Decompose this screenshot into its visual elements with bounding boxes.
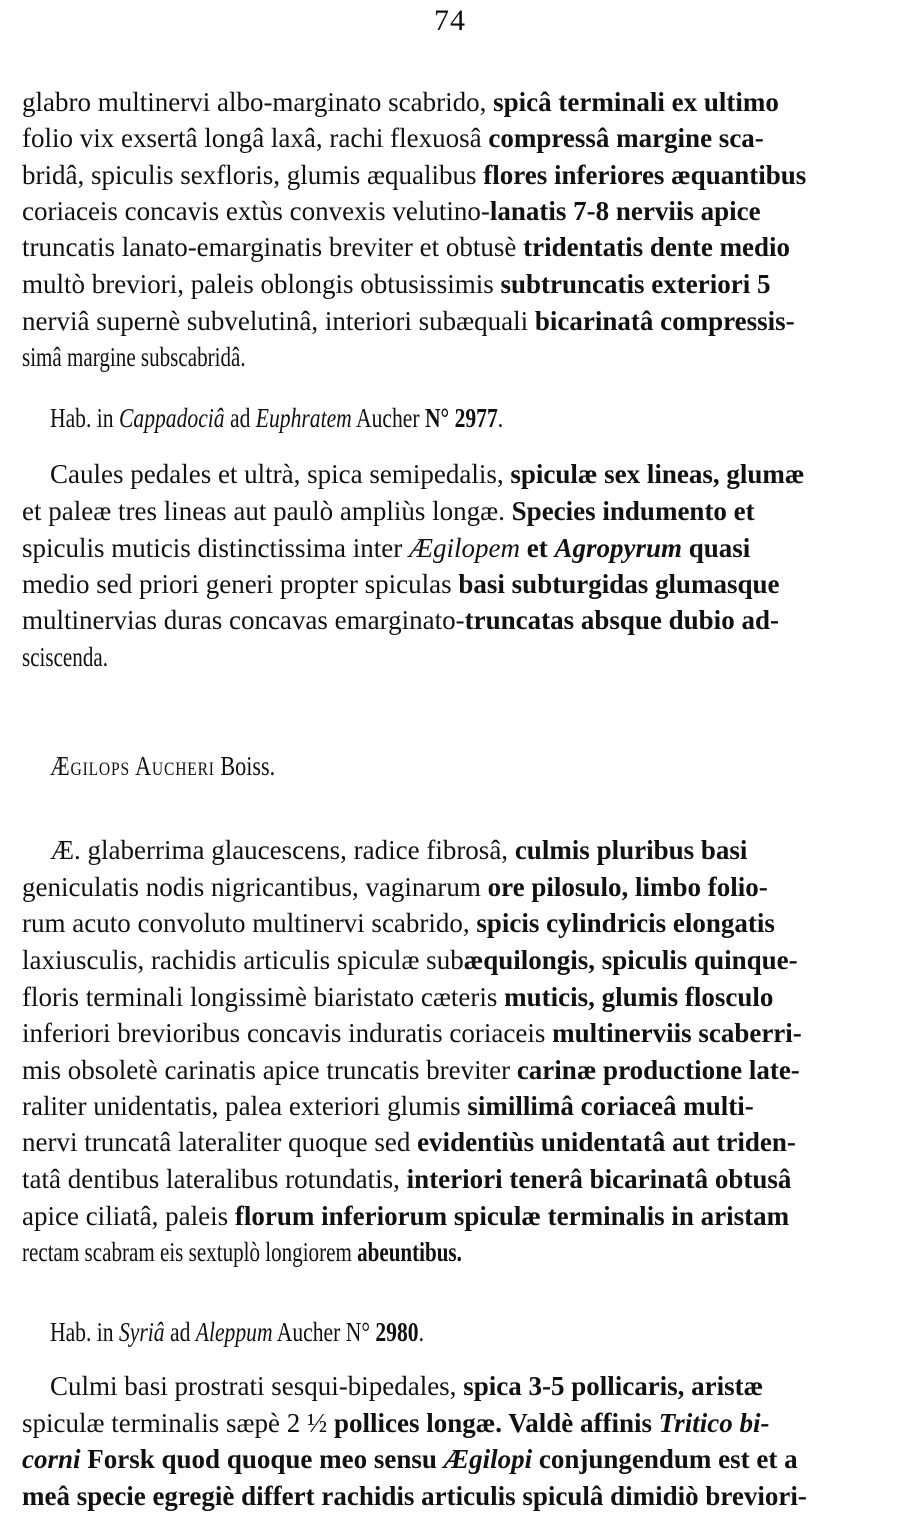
description-2-line [50, 832, 747, 868]
text-run: 2980 [375, 1317, 419, 1347]
text-run: abeuntibus. [357, 1237, 462, 1267]
text-run: ad [164, 1317, 196, 1347]
text-run: rum acuto convoluto multinervi scabrido, [22, 908, 477, 938]
text-run: basi subturgidas glumasque [458, 569, 780, 599]
text-run: subtruncatis exteriori 5 [500, 269, 771, 299]
text-run: lanatis 7-8 nerviis apice [489, 196, 761, 226]
description-2-line [22, 1088, 754, 1124]
description-2-line [22, 869, 768, 905]
text-run: floris terminali longissimè biaristato cæteris [22, 982, 505, 1012]
text-run: Caules pedales et ultrà, spica semipedalis, [50, 459, 511, 489]
habitat-2-line [50, 1314, 424, 1350]
description-2-line [22, 1198, 789, 1234]
text-run: Ægilopi [443, 1444, 533, 1474]
text-run: truncatis lanato-emarginatis breviter et obtusè [22, 232, 524, 262]
notes-1-line [22, 493, 755, 529]
text-run: flores inferiores æquantibus [483, 160, 807, 190]
description-continued-line [22, 157, 806, 193]
notes-1-line [50, 456, 804, 492]
text-run: Tritico bi- [658, 1408, 770, 1438]
text-run: geniculatis nodis nigricantibus, vaginarum [22, 872, 488, 902]
description-continued-line [22, 339, 246, 375]
text-run: Cappadociâ [118, 403, 225, 433]
text-run: multinervias duras concavas emarginato- [22, 605, 465, 635]
text-run: et [519, 533, 555, 563]
text-run: Æ. glaberrima glaucescens, radice fibrosâ, [50, 835, 515, 865]
notes-1-line [22, 602, 779, 638]
description-continued-line [22, 229, 790, 265]
text-run: Aucher [351, 403, 425, 433]
description-continued-line [22, 266, 770, 302]
text-run: Syriâ [118, 1317, 165, 1347]
notes-2-line [50, 1368, 763, 1404]
text-run: simillimâ coriaceâ multi- [467, 1091, 754, 1121]
species-heading-line [50, 748, 275, 784]
description-continued-line [22, 84, 779, 120]
text-run: inferiori brevioribus concavis induratis coriaceis [22, 1018, 553, 1048]
text-run: quasi [682, 533, 751, 563]
text-run: Ægilops Aucheri [50, 751, 215, 781]
notes-1-line [22, 530, 750, 566]
notes-2-line [22, 1441, 798, 1477]
text-run: Euphratem [255, 403, 352, 433]
text-run: bicarinatâ compressis- [534, 306, 795, 336]
description-2-line [22, 1234, 462, 1270]
text-run: glabro multinervi albo-marginato scabrido, [22, 87, 494, 117]
notes-2-line [22, 1405, 770, 1441]
description-continued-line [22, 303, 795, 339]
text-run: medio sed priori generi propter spiculas [22, 569, 459, 599]
text-run: culmis pluribus basi [514, 835, 748, 865]
text-run: spiculæ terminalis sæpè 2 ½ [22, 1408, 334, 1438]
text-run: ad [224, 403, 256, 433]
text-run: Species indumento et [511, 496, 755, 526]
text-run: spicâ terminali ex ultimo [493, 87, 779, 117]
text-run: raliter unidentatis, palea exteriori glumis [22, 1091, 468, 1121]
text-run: muticis, glumis flosculo [504, 982, 774, 1012]
habitat-1-line [50, 400, 503, 436]
text-run: pollices longæ. Valdè affinis [333, 1408, 659, 1438]
text-run: N° 2977 [424, 403, 498, 433]
text-run: Ægilopem [408, 533, 520, 563]
text-run: coriaceis concavis extùs convexis velutino- [22, 196, 490, 226]
text-run: truncatas absque dubio ad- [464, 605, 779, 635]
text-run: apice ciliatâ, paleis [22, 1201, 235, 1231]
text-run: folio vix exsertâ longâ laxâ, rachi flexuosâ [22, 123, 489, 153]
text-run: multinerviis scaberri- [552, 1018, 802, 1048]
notes-1-line [22, 566, 780, 602]
text-run: Hab. in [50, 1317, 119, 1347]
text-run: spiculis muticis distinctissima inter [22, 533, 409, 563]
description-2-line [22, 1052, 800, 1088]
text-run: multò breviori, paleis oblongis obtusissimis [22, 269, 501, 299]
text-run: evidentiùs unidentatâ aut triden- [417, 1127, 796, 1157]
text-run: laxiusculis, rachidis articulis spiculæ sub [22, 945, 464, 975]
text-run: Hab. in [50, 403, 119, 433]
description-2-line [22, 942, 798, 978]
text-run: simâ margine subscabridâ. [22, 342, 246, 372]
text-run: spica 3-5 pollicaris, aristæ [463, 1371, 764, 1401]
text-run: interiori tenerâ bicarinatâ obtusâ [406, 1164, 792, 1194]
text-run: bridâ, spiculis sexfloris, glumis æqualibus [22, 160, 484, 190]
text-run: Culmi basi prostrati sesqui-bipedales, [50, 1371, 464, 1401]
description-2-line [22, 1015, 802, 1051]
text-run: mis obsoletè carinatis apice truncatis breviter [22, 1055, 517, 1085]
text-run: spiculæ sex lineas, glumæ [510, 459, 805, 489]
description-continued-line [22, 193, 761, 229]
text-run: corni [22, 1444, 81, 1474]
text-run: sciscenda. [22, 642, 108, 672]
text-run: conjungendum est et a [532, 1444, 798, 1474]
text-run: Aleppum [195, 1317, 273, 1347]
description-2-line [22, 905, 775, 941]
notes-2-line [22, 1478, 807, 1514]
text-run: ore pilosulo, limbo folio- [487, 872, 768, 902]
text-run: æquilongis, spiculis quinque- [463, 945, 798, 975]
text-run: . [497, 403, 504, 433]
page-number: 74 [434, 4, 466, 37]
text-run: tridentatis dente medio [523, 232, 791, 262]
text-run: meâ specie egregiè differt rachidis articulis spiculâ dimidiò breviori- [22, 1481, 807, 1511]
text-run: Boiss. [214, 751, 276, 781]
text-run: et paleæ tres lineas aut paulò ampliùs longæ. [22, 496, 512, 526]
description-continued-line [22, 120, 764, 156]
text-run: Agropyrum [554, 533, 682, 563]
text-run: nervi truncatâ lateraliter quoque sed [22, 1127, 418, 1157]
text-run: nerviâ supernè subvelutinâ, interiori subæquali [22, 306, 535, 336]
text-run: spicis cylindricis elongatis [476, 908, 775, 938]
notes-1-line [22, 639, 108, 675]
text-run: florum inferiorum spiculæ terminalis in aristam [234, 1201, 790, 1231]
description-2-line [22, 979, 773, 1015]
text-run: Aucher N° [272, 1317, 376, 1347]
description-2-line [22, 1161, 791, 1197]
text-run: rectam scabram eis sextuplò longiorem [22, 1237, 358, 1267]
text-run: compressâ margine sca- [488, 123, 764, 153]
text-run: . [418, 1317, 424, 1347]
text-run: Forsk quod quoque meo sensu [80, 1444, 444, 1474]
description-2-line [22, 1124, 796, 1160]
text-run: tatâ dentibus lateralibus rotundatis, [22, 1164, 407, 1194]
text-run: carinæ productione late- [516, 1055, 800, 1085]
